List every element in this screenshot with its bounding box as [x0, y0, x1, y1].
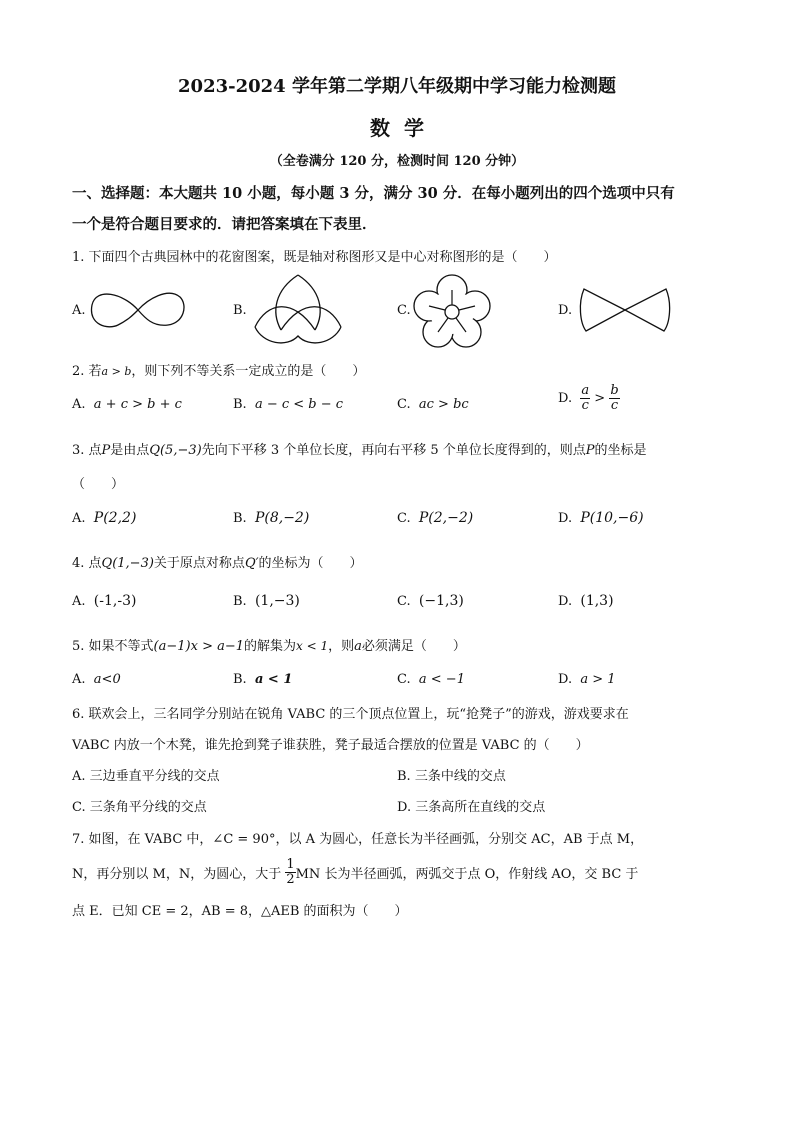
section-heading-line1: 一、选择题：本大题共 10 小题，每小题 3 分，满分 30 分．在每小题列出的四个选项中只有: [72, 185, 675, 202]
q3-option-b: B. P(8,−2): [233, 510, 310, 526]
q4-point-q-prime: Q′: [244, 556, 259, 571]
q5-option-c: C. a < −1: [397, 672, 465, 687]
question-1-stem: 1. 下面四个古典园林中的花窗图案，既是轴对称图形又是中心对称图形的是（ ）: [72, 250, 557, 265]
subject-title: 数学: [370, 116, 438, 140]
infinity-loop-figure: [88, 285, 188, 335]
question-4-stem: 4. 点Q(1,−3)关于原点对称点Q′的坐标为（ ）: [72, 556, 363, 571]
q2-option-c-text: ac > bc: [418, 397, 469, 412]
exam-note: （全卷满分 120 分，检测时间 120 分钟）: [269, 154, 525, 169]
q2-option-a-text: a + c > b + c: [93, 397, 182, 412]
exam-title: 2023-2024 学年第二学期八年级期中学习能力检测题: [178, 76, 616, 97]
q6-option-a: A. 三边垂直平分线的交点: [72, 769, 220, 784]
q4-point-q: Q(1,−3): [101, 556, 154, 571]
q6-option-c: C. 三条角平分线的交点: [72, 800, 207, 815]
q3-option-c: C. P(2,−2): [397, 510, 474, 526]
q2-option-d-fraction-2: $\frac{b}{c}$: [610, 383, 619, 413]
q5-option-b: B. a < 1: [233, 672, 293, 687]
question-6-line2: VABC 内放一个木凳，谁先抢到凳子谁获胜，凳子最适合摆放的位置是 VABC 的（ ）: [72, 738, 589, 753]
q2-option-a-label: A.: [72, 397, 86, 412]
q2-stem-post: ，则下列不等关系一定成立的是（ ）: [131, 364, 366, 379]
q2-option-b-text: a − c < b − c: [254, 397, 344, 412]
trefoil-circles-figure: [253, 272, 343, 348]
q1-option-d-label: D.: [558, 303, 573, 318]
q3-point-p: P: [101, 443, 111, 458]
q5-option-a: A. a<0: [72, 672, 121, 687]
section-heading-line2: 一个是符合题目要求的．请把答案填在下表里．: [72, 216, 377, 233]
q4-option-a: A. (-1,-3): [72, 593, 137, 609]
q2-option-d: [558, 384, 620, 413]
q4-option-b: B. (1,−3): [233, 593, 300, 609]
q1-option-c-label: C.: [397, 303, 411, 318]
q1-option-b-label: B.: [233, 303, 247, 318]
q5-solution: x < 1: [296, 639, 329, 653]
question-3-blank: （ ）: [72, 477, 125, 492]
q4-option-c: C. (−1,3): [397, 593, 464, 609]
plum-blossom-figure: [412, 272, 492, 348]
q2-option-b: [233, 397, 343, 412]
q6-option-d: D. 三条高所在直线的交点: [397, 800, 546, 815]
q3-point-q: Q(5,−3): [149, 443, 202, 458]
q7-half-fraction: $\frac{1}{2}$: [286, 857, 295, 887]
question-2-stem: [72, 360, 365, 379]
q4-option-d: D. (1,3): [558, 593, 614, 609]
q3-option-d: D. P(10,−6): [558, 510, 644, 526]
bowtie-figure: [578, 285, 672, 335]
question-5-stem: 5. 如果不等式(a−1)x > a−1的解集为x < 1，则a必须满足（ ）: [72, 639, 466, 654]
question-6-line1: 6. 联欢会上，三名同学分别站在锐角 VABC 的三个顶点位置上，玩“抢凳子”的游戏，游戏要求在: [72, 707, 629, 722]
question-3-stem: 3. 点P是由点Q(5,−3)先向下平移 3 个单位长度，再向右平移 5 个单位长度得到的，则点P的坐标是: [72, 443, 647, 458]
q5-option-d: D. a > 1: [558, 672, 616, 687]
q2-option-d-label: D.: [558, 391, 573, 406]
q2-option-c: [397, 397, 469, 412]
q2-option-c-label: C.: [397, 397, 411, 412]
question-7-line3: 点 E．已知 CE = 2，AB = 8，△AEB 的面积为（ ）: [72, 904, 408, 919]
q2-option-b-label: B.: [233, 397, 247, 412]
q2-option-d-fraction-1: $\frac{a}{c}$: [581, 383, 590, 413]
q6-option-b: B. 三条中线的交点: [397, 769, 506, 784]
q5-inequality: (a−1)x > a−1: [153, 639, 245, 654]
q2-condition: a > b: [101, 365, 132, 378]
q1-option-a-label: A.: [72, 303, 86, 318]
question-7-line1: 7. 如图，在 VABC 中，∠C = 90°，以 A 为圆心，任意长为半径画弧，分别交 AC，AB 于点 M，: [72, 832, 644, 847]
q3-option-a: A. P(2,2): [72, 510, 137, 526]
question-7-line2: N，再分别以 M，N，为圆心，大于 $\frac{1}{2}$ MN 长为半径画弧，两弧交于点 O，作射线 AO，交 BC 于: [72, 857, 639, 887]
q2-stem-pre: 2. 若: [72, 364, 102, 379]
q2-option-d-relation: >: [594, 391, 606, 406]
q2-option-a: [72, 397, 182, 412]
